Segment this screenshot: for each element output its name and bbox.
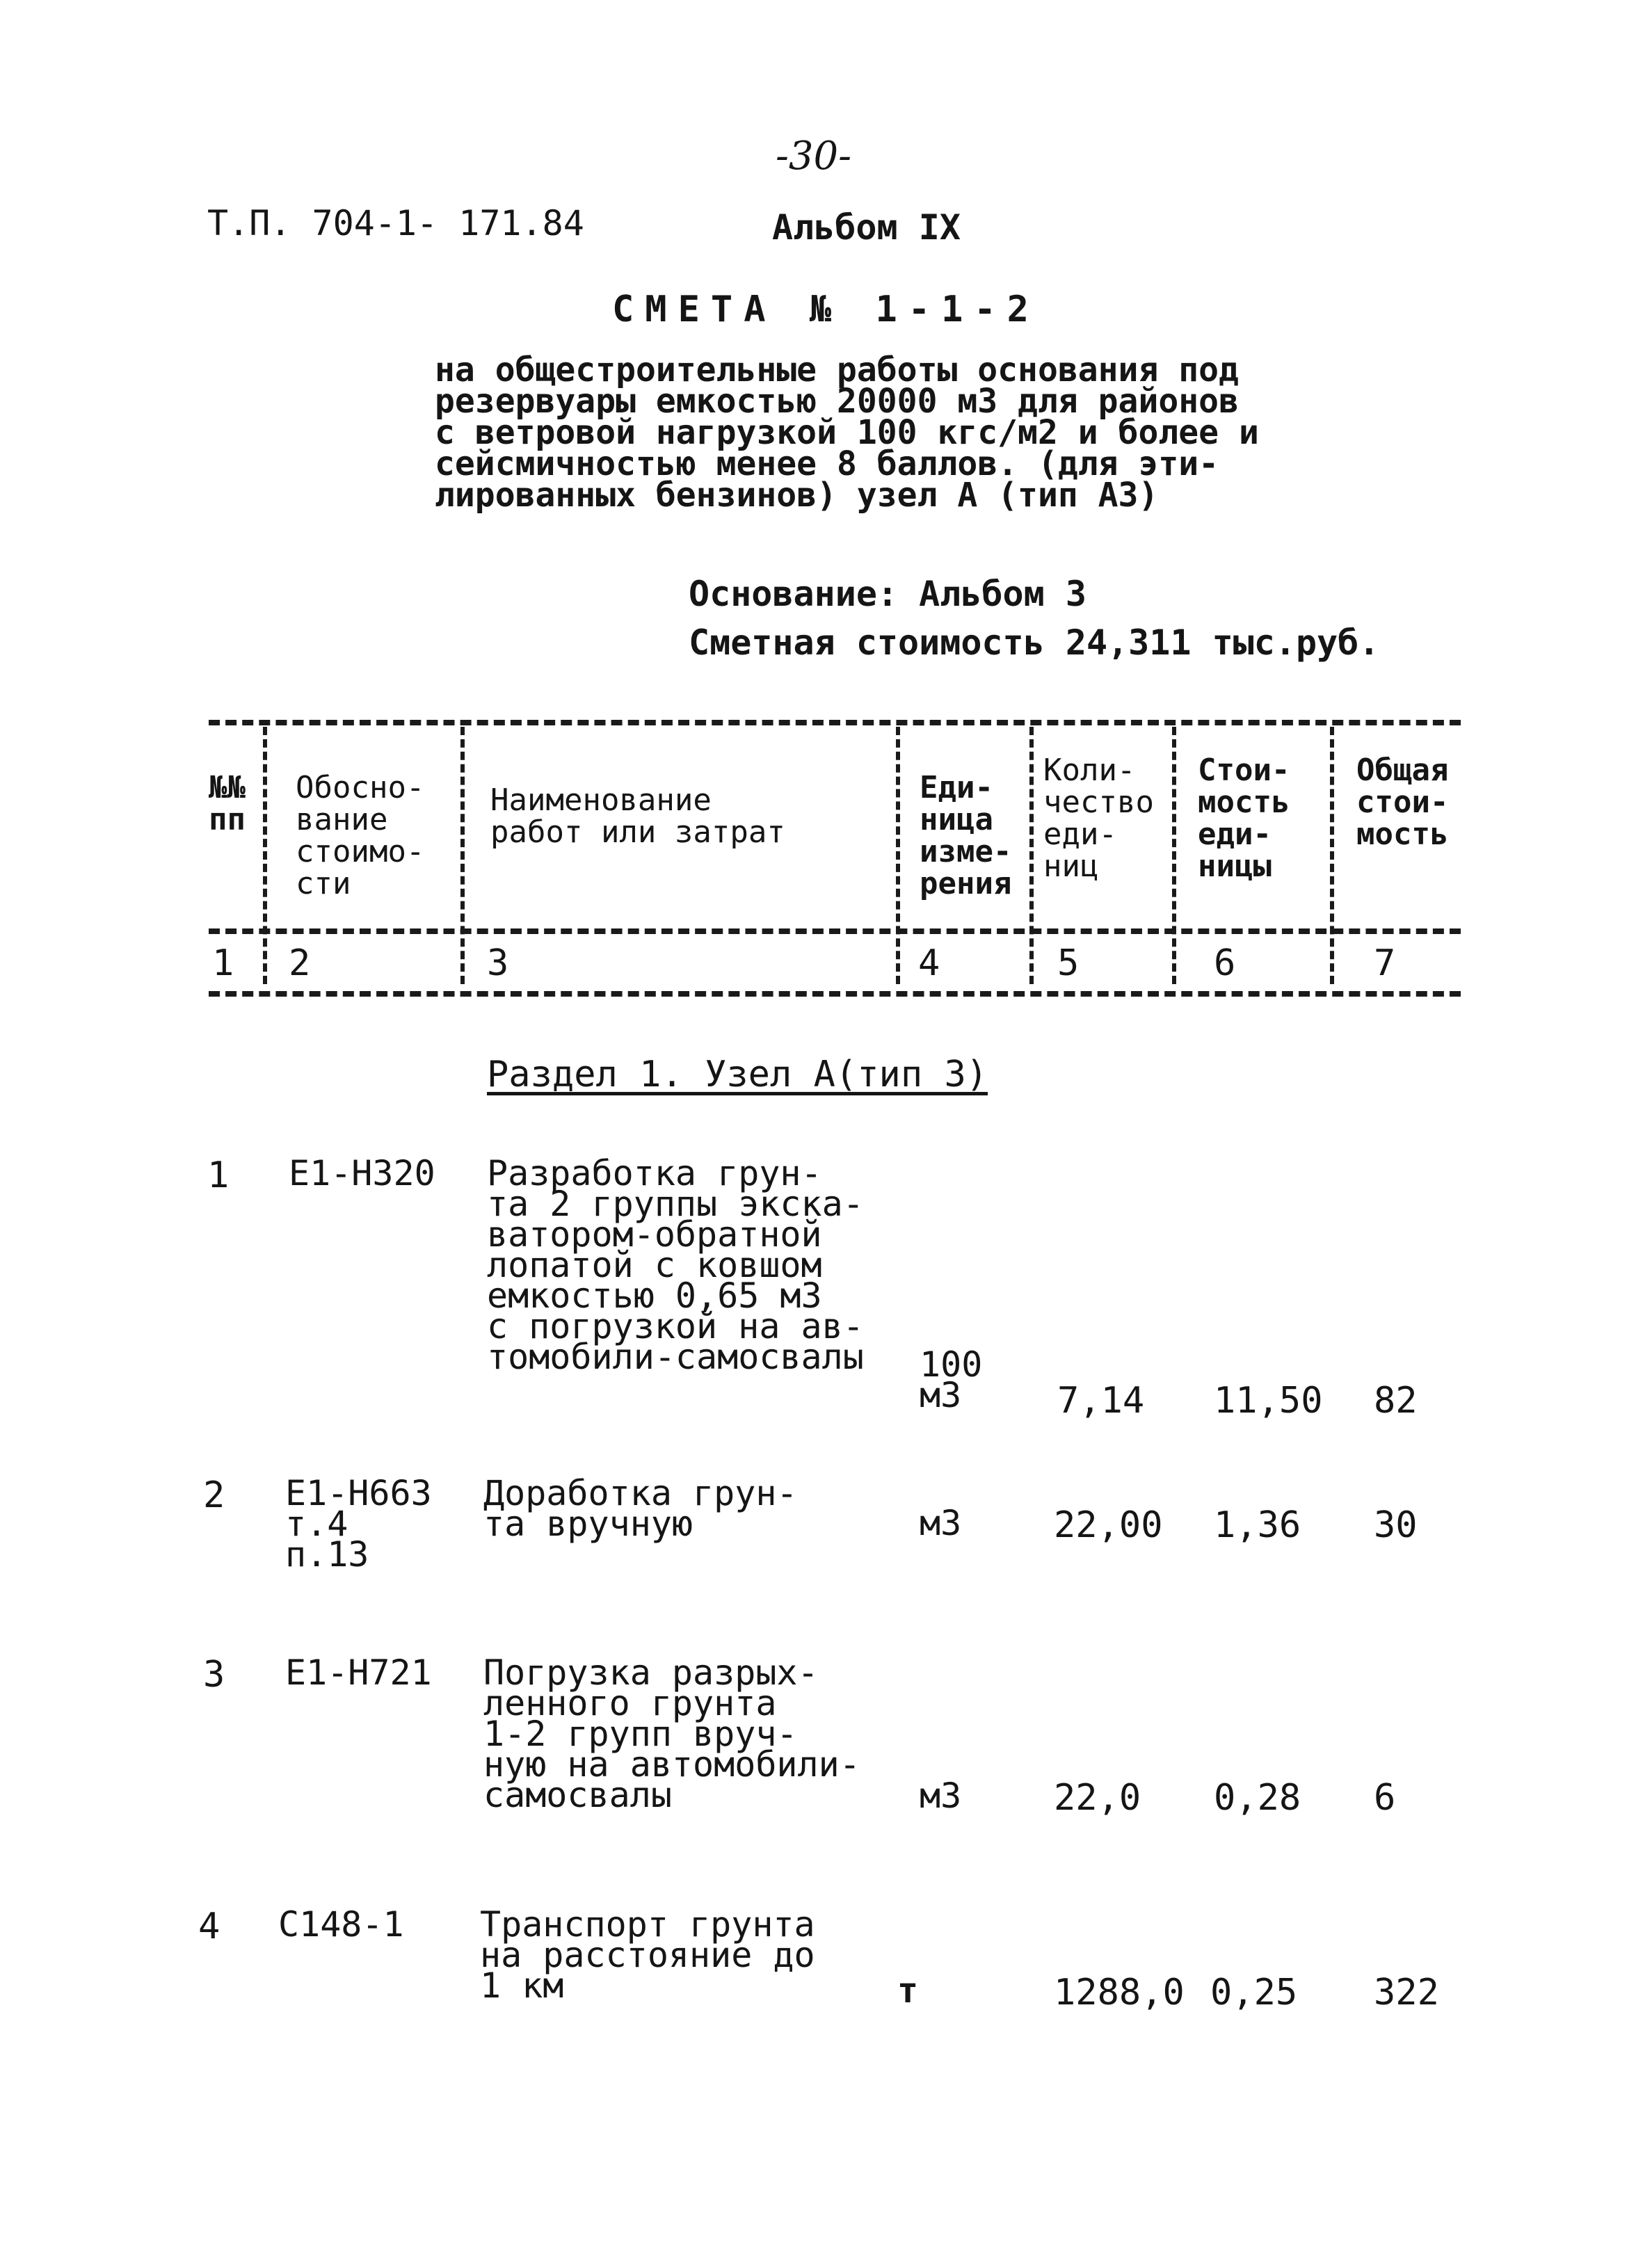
table-top-rule	[209, 720, 1461, 725]
row-number: 1	[207, 1155, 230, 1196]
row-basis: Е1-Н663 т.4 п.13	[285, 1473, 432, 1575]
row-quantity: 22,0	[1054, 1777, 1141, 1819]
estimate-title: СМЕТА № 1-1-2	[612, 289, 1040, 330]
row-unit: 100 м3	[920, 1344, 983, 1415]
column-separator	[1330, 727, 1334, 984]
column-separator	[896, 727, 900, 984]
subtitle-line: резервуары емкостью 20000 м3 для районов	[435, 382, 1239, 421]
column-number: 6	[1214, 942, 1236, 984]
row-unit-cost: 0,28	[1214, 1777, 1301, 1819]
column-number: 3	[487, 942, 509, 984]
column-number: 1	[212, 942, 234, 984]
row-unit: м3	[920, 1503, 962, 1543]
row-unit: м3	[920, 1776, 962, 1816]
column-number: 5	[1057, 942, 1080, 984]
column-separator	[460, 727, 465, 984]
row-unit-cost: 0,25	[1210, 1972, 1298, 2013]
row-quantity: 22,00	[1054, 1504, 1163, 1546]
row-unit: т	[897, 1970, 919, 2011]
table-number-rule	[209, 991, 1461, 997]
row-total: 82	[1374, 1380, 1418, 1422]
row-quantity: 1288,0	[1054, 1972, 1185, 2013]
column-header-total: Общая стои- мость	[1356, 753, 1449, 852]
row-unit-cost: 1,36	[1214, 1504, 1301, 1546]
document-code: Т.П. 704-1- 171.84	[207, 203, 584, 243]
column-separator	[1029, 727, 1034, 984]
album-label: Альбом IX	[772, 207, 961, 248]
row-total: 30	[1374, 1504, 1418, 1546]
column-number: 2	[289, 942, 311, 984]
column-header-unit-cost: Стои- мость еди- ницы	[1198, 753, 1290, 884]
column-number: 7	[1374, 942, 1396, 984]
estimate-subtitle	[435, 351, 1259, 515]
column-header-quantity: Коли- чество еди- ниц	[1043, 753, 1154, 884]
page-number: -30-	[776, 134, 852, 179]
column-header-unit: Еди- ница изме- рения	[920, 770, 1012, 901]
row-name: Доработка грун- та вручную	[483, 1473, 798, 1544]
row-quantity: 7,14	[1057, 1380, 1145, 1422]
column-separator	[1172, 727, 1176, 984]
row-basis: С148-1	[278, 1904, 404, 1945]
column-header-basis: Обосно- вание стоимо- сти	[296, 770, 425, 901]
row-unit-cost: 11,50	[1214, 1380, 1323, 1422]
column-header-name: Наименование работ или затрат	[490, 782, 785, 850]
row-total: 322	[1374, 1972, 1439, 2013]
subtitle-line: с ветровой нагрузкой 100 кгс/м2 и более и	[435, 413, 1259, 452]
section-title: Раздел 1. Узел А(тип 3)	[487, 1054, 988, 1095]
estimated-cost-line: Сметная стоимость 24,311 тыс.руб.	[689, 622, 1380, 663]
table-header-rule	[209, 928, 1461, 934]
row-number: 4	[198, 1906, 220, 1947]
row-basis: Е1-Н320	[289, 1153, 435, 1193]
column-separator	[263, 727, 267, 984]
row-number: 2	[203, 1474, 225, 1516]
subtitle-line: лированных бензинов) узел А (тип А3)	[435, 476, 1159, 515]
row-total: 6	[1374, 1777, 1396, 1819]
subtitle-line: сейсмичностью менее 8 баллов. (для эти-	[435, 444, 1219, 483]
row-name: Погрузка разрых- ленного грунта 1-2 групп вруч- ную на автомобили- самосвалы	[483, 1652, 860, 1815]
subtitle-line: на общестроительные работы основания под	[435, 351, 1239, 389]
row-basis: Е1-Н721	[285, 1652, 432, 1693]
row-number: 3	[203, 1654, 225, 1696]
column-header-num: №№ пп	[209, 770, 246, 837]
column-number: 4	[918, 942, 940, 984]
row-name: Разработка грун- та 2 группы экска- ватором-обратной лопатой с ковшом емкостью 0,65 м3 с погрузкой на ав- томобили-самосвалы	[487, 1153, 864, 1377]
row-name: Транспорт грунта на расстояние до 1 км	[480, 1904, 815, 2006]
basis-line: Основание: Альбом 3	[689, 574, 1086, 614]
